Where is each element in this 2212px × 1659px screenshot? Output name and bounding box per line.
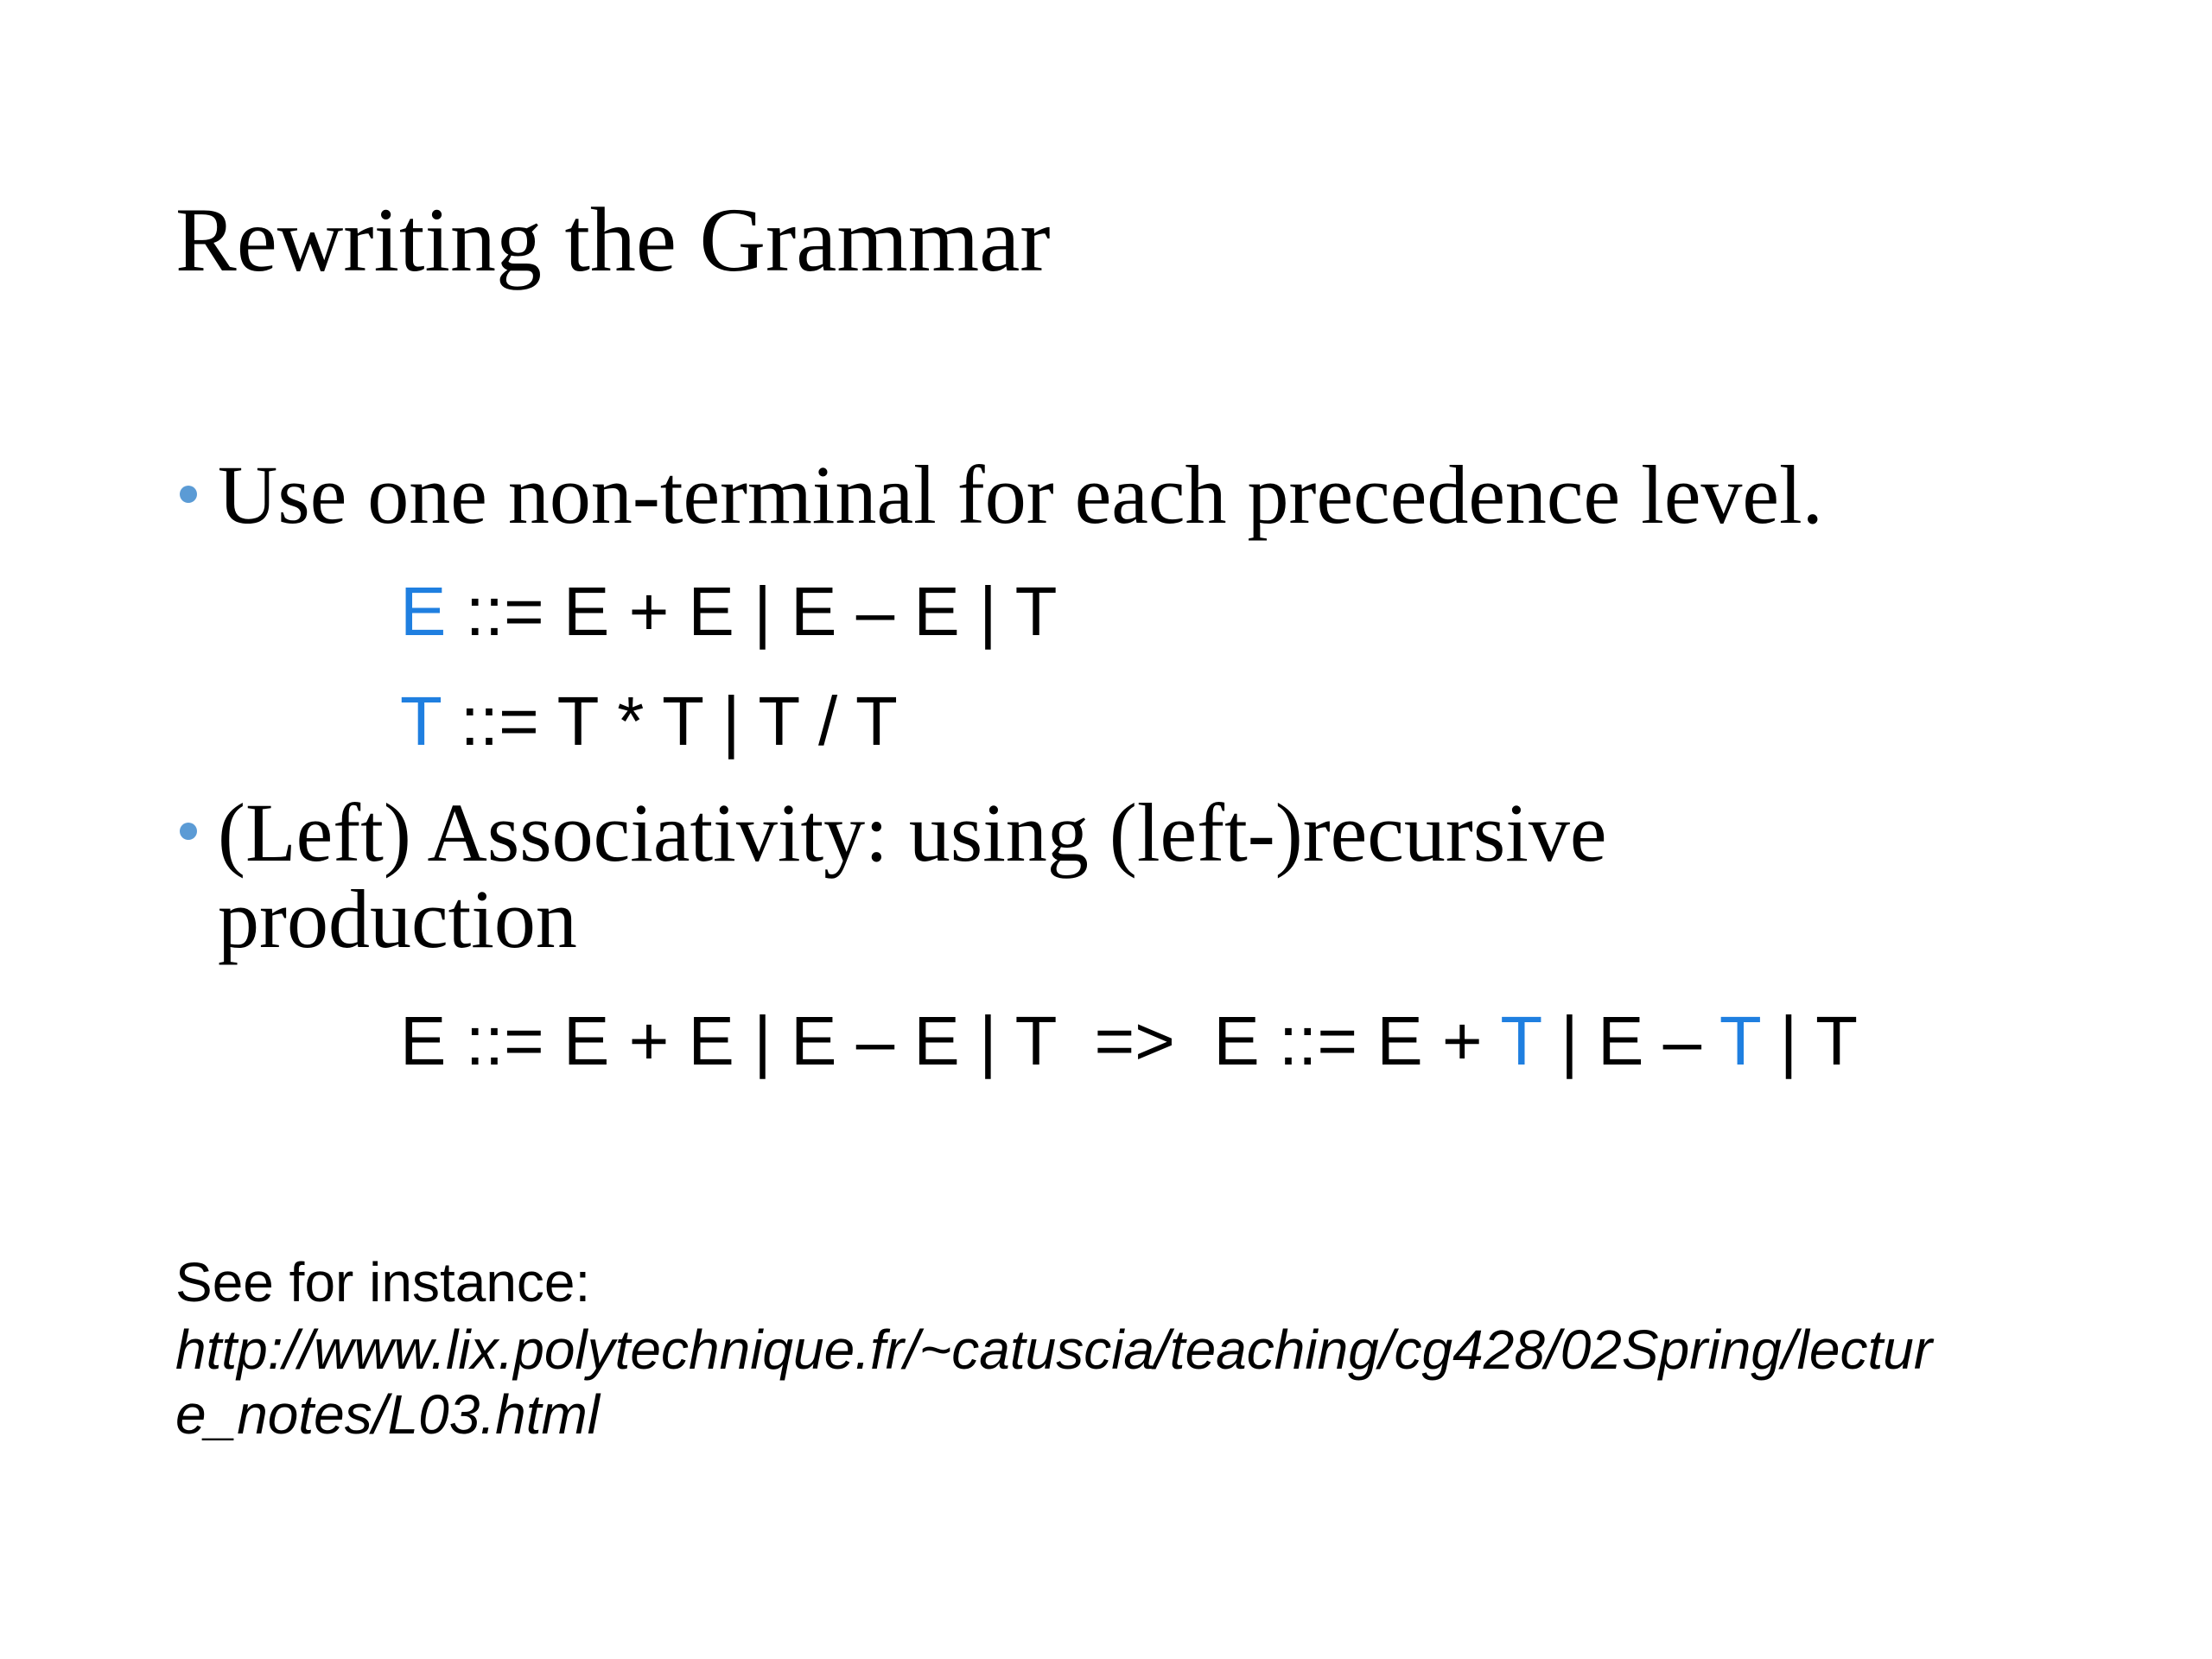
slide-title: Rewriting the Grammar <box>175 189 1051 290</box>
rewrite-accent-t-2: T <box>1719 1002 1761 1079</box>
bullet-1-text: Use one non-terminal for each precedence level. <box>218 448 1823 541</box>
grammar-rule-e <box>400 573 1058 650</box>
rewrite-part-2: | E – <box>1541 1002 1719 1079</box>
reference-link-line-1[interactable]: http://www.lix.polytechnique.fr/~catuscia/teaching/cg428/02Spring/lectur <box>175 1319 1933 1381</box>
grammar-rule-t <box>400 683 898 760</box>
rewrite-part-3: | T <box>1760 1002 1858 1079</box>
bullet-2-line-1: (Left) Associativity: using (left-)recursive <box>218 786 1607 879</box>
rule-t-lhs: T <box>400 683 442 760</box>
reference-link-line-2[interactable]: e_notes/L03.html <box>175 1383 600 1446</box>
rule-e-lhs: E <box>400 573 447 650</box>
bullet-dot-2 <box>180 823 197 840</box>
grammar-rule-rewrite <box>400 1002 1858 1079</box>
rewrite-part-1: E ::= E + E | E – E | T => E ::= E + <box>400 1002 1501 1079</box>
rewrite-accent-t-1: T <box>1500 1002 1541 1079</box>
see-also-label: See for instance: <box>175 1251 591 1313</box>
rule-e-rhs: ::= E + E | E – E | T <box>446 573 1058 650</box>
rule-t-rhs: ::= T * T | T / T <box>441 683 898 760</box>
bullet-dot-1 <box>180 486 197 503</box>
bullet-2-line-2: production <box>218 873 577 965</box>
